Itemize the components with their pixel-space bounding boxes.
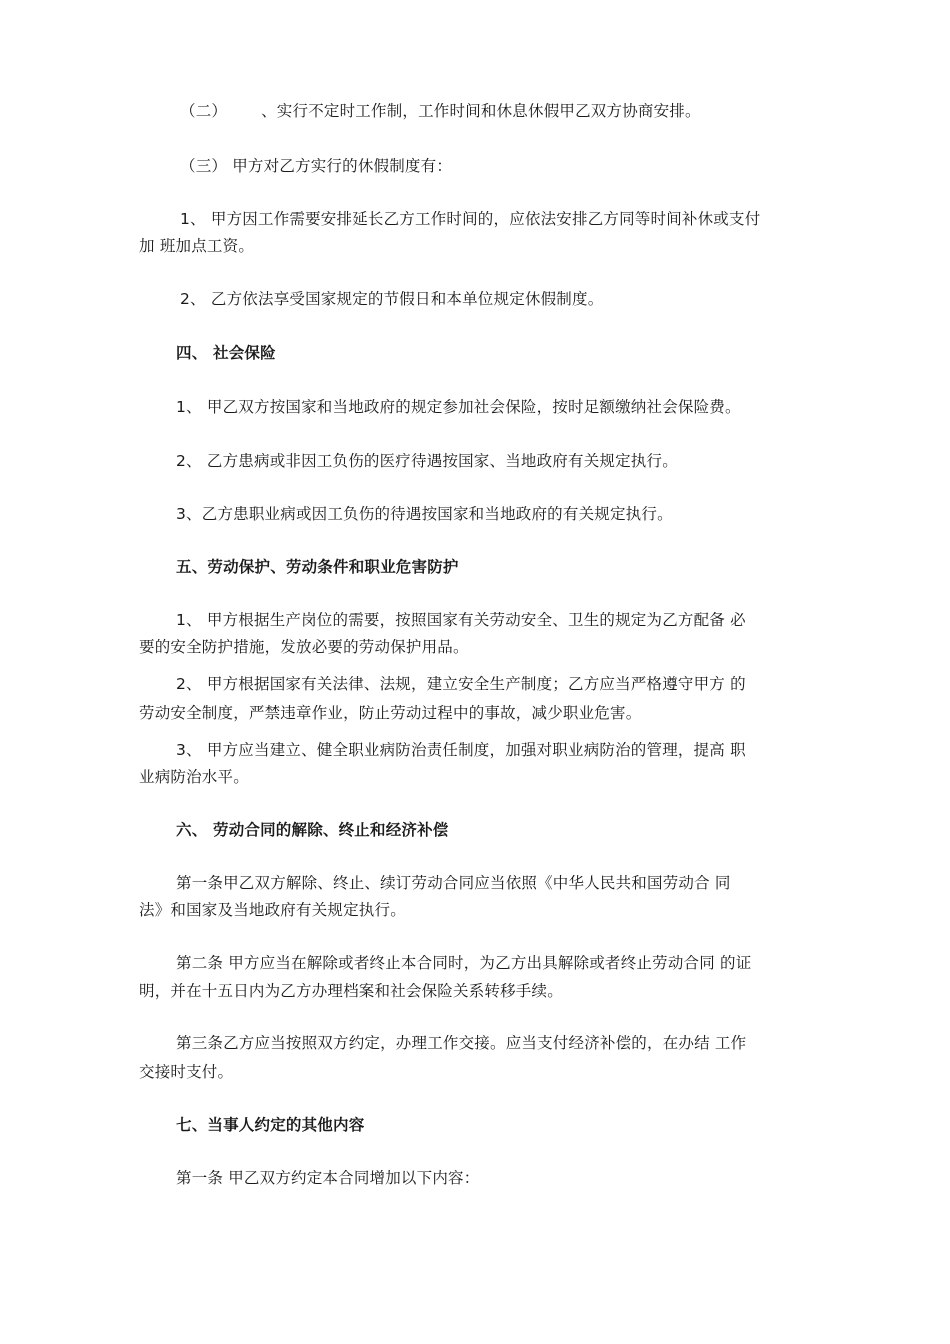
section-6-article-3-line-1: 第三条乙方应当按照双方约定，办理工作交接。应当支付经济补偿的，在办结 工作 bbox=[176, 1034, 747, 1052]
section-4-heading: 四、 社会保险 bbox=[176, 344, 276, 362]
section-6-article-2-line-1: 第二条 甲方应当在解除或者终止本合同时，为乙方出具解除或者终止劳动合同 的证 bbox=[176, 954, 752, 972]
section-4-para-1: 1、 甲乙双方按国家和当地政府的规定参加社会保险，按时足额缴纳社会保险费。 bbox=[176, 398, 741, 416]
section-6-heading: 六、 劳动合同的解除、终止和经济补偿 bbox=[176, 821, 449, 839]
clause-item-2-text: 、实行不定时工作制，工作时间和休息休假甲乙双方协商安排。 bbox=[261, 102, 701, 120]
section-5-para-3-line-2: 业病防治水平。 bbox=[139, 768, 249, 786]
section-6-article-1-line-2: 法》和国家及当地政府有关规定执行。 bbox=[139, 901, 406, 919]
clause-item-2-prefix: （二） bbox=[180, 102, 228, 120]
clause-3-para-1-line-1: 1、 甲方因工作需要安排延长乙方工作时间的，应依法安排乙方同等时间补休或支付 bbox=[180, 210, 761, 228]
clause-item-3: （三） 甲方对乙方实行的休假制度有： bbox=[180, 157, 453, 175]
section-5-heading: 五、劳动保护、劳动条件和职业危害防护 bbox=[176, 558, 459, 576]
section-7-article-1: 第一条 甲乙双方约定本合同增加以下内容： bbox=[176, 1169, 480, 1187]
section-5-para-1-line-1: 1、 甲方根据生产岗位的需要，按照国家有关劳动安全、卫生的规定为乙方配备 必 bbox=[176, 611, 746, 629]
section-5-para-1-line-2: 要的安全防护措施，发放必要的劳动保护用品。 bbox=[139, 638, 469, 656]
section-4-para-2: 2、 乙方患病或非因工负伤的医疗待遇按国家、当地政府有关规定执行。 bbox=[176, 452, 678, 470]
section-5-para-2-line-2: 劳动安全制度，严禁违章作业，防止劳动过程中的事故，减少职业危害。 bbox=[139, 704, 642, 722]
section-6-article-1-line-1: 第一条甲乙双方解除、终止、续订劳动合同应当依照《中华人民共和国劳动合 同 bbox=[176, 874, 731, 892]
section-7-heading: 七、当事人约定的其他内容 bbox=[176, 1116, 365, 1134]
section-4-para-3: 3、乙方患职业病或因工负伤的待遇按国家和当地政府的有关规定执行。 bbox=[176, 505, 673, 523]
clause-item-2 bbox=[180, 100, 701, 122]
section-6-article-2-line-2: 明，并在十五日内为乙方办理档案和社会保险关系转移手续。 bbox=[139, 982, 563, 1000]
section-5-para-2-line-1: 2、 甲方根据国家有关法律、法规，建立安全生产制度；乙方应当严格遵守甲方 的 bbox=[176, 675, 746, 693]
section-5-para-3-line-1: 3、 甲方应当建立、健全职业病防治责任制度，加强对职业病防治的管理，提高 职 bbox=[176, 741, 746, 759]
section-6-article-3-line-2: 交接时支付。 bbox=[139, 1063, 234, 1081]
clause-3-para-2: 2、 乙方依法享受国家规定的节假日和本单位规定休假制度。 bbox=[180, 290, 604, 308]
clause-3-para-1-line-2: 加 班加点工资。 bbox=[139, 237, 255, 255]
